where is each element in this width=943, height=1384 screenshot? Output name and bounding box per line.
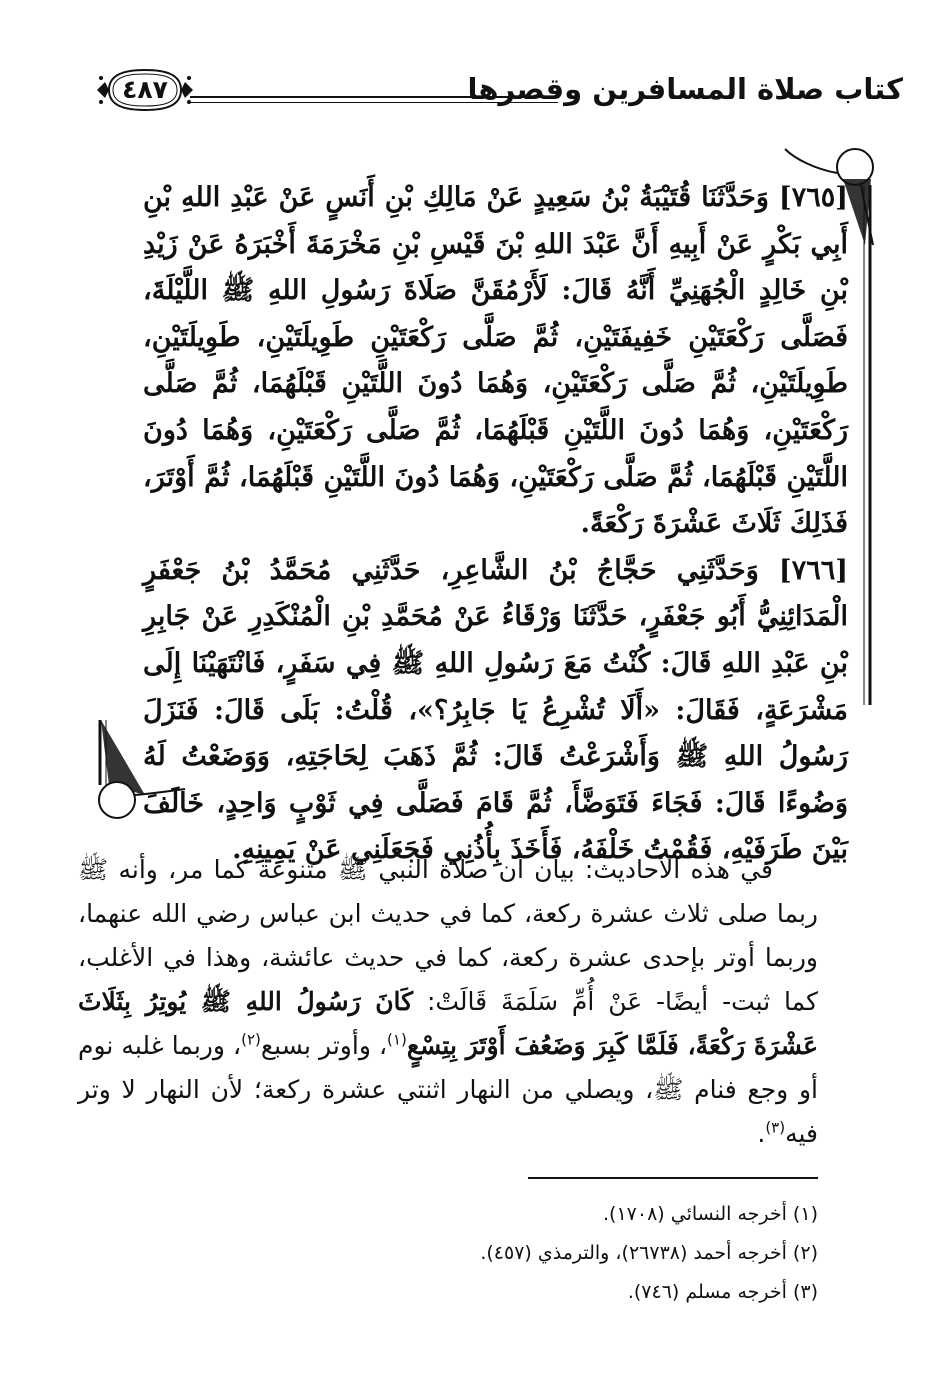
footnote-2: (٢) أخرجه أحمد (٢٦٧٣٨)، والترمذي (٤٥٧). <box>480 1242 818 1264</box>
footnote-ref-1[interactable]: (١) <box>387 1030 407 1049</box>
header-rule-thin <box>190 102 558 103</box>
commentary <box>78 848 818 1156</box>
commentary-text-2: ، وأوتر بسبع <box>260 1031 388 1060</box>
footnotes <box>78 1195 818 1312</box>
hadith-box <box>95 145 875 866</box>
footnote-divider <box>528 1177 818 1179</box>
page-number-ornament <box>95 64 195 116</box>
hadith-text <box>143 175 848 874</box>
footnote-3: (٣) أخرجه مسلم (٧٤٦). <box>627 1281 818 1303</box>
hadith-766: [٧٦٦] وَحَدَّثَنِي حَجَّاجُ بْنُ الشَّاعِرِ، حَدَّثَنِي مُحَمَّدُ بْنُ جَعْفَرٍ الْمَدَائِنِيُّ أَبُو جَعْفَرٍ، حَدَّثَنَا وَرْقَاءُ عَنْ مُحَمَّدِ بْنِ الْمُنْكَدِرِ عَنْ جَابِرِ بْنِ عَبْدِ اللهِ قَالَ: كُنْتُ مَعَ رَسُولِ اللهِ ﷺ فِي سَفَرٍ، فَانْتَهَيْنَا إِلَى مَشْرَعَةٍ، فَقَالَ: «أَلَا تُشْرِعُ يَا جَابِرُ؟»، قُلْتُ: بَلَى قَالَ: فَنَزَلَ رَسُولُ اللهِ ﷺ وَأَشْرَعْتُ قَالَ: ثُمَّ ذَهَبَ لِحَاجَتِهِ، وَوَضَعْتُ لَهُ وَضُوءًا قَالَ: فَجَاءَ فَتَوَضَّأَ، ثُمَّ قَامَ فَصَلَّى فِي ثَوْبٍ وَاحِدٍ، خَالَفَ بَيْنَ طَرَفَيْهِ، فَقُمْتُ خَلْفَهُ، فَأَخَذَ بِأُذُنِي فَجَعَلَنِي عَنْ يَمِينِهِ. <box>143 554 848 866</box>
page-number: ٤٨٧ <box>122 75 168 104</box>
commentary-text-4: . <box>757 1119 766 1148</box>
footnote-1: (١) أخرجه النسائي (١٧٠٨). <box>603 1203 818 1225</box>
umm-salamah-quote: كَانَ رَسُولُ اللهِ ﷺ يُوتِرُ بِثَلَاثَ عَشْرَةَ رَكْعَةً، فَلَمَّا كَبِرَ وَضَعُفَ أَوْتَرَ بِتِسْعٍ <box>78 987 819 1060</box>
page-header <box>95 62 903 122</box>
footnote-ref-2[interactable]: (٢) <box>241 1030 261 1049</box>
header-rule <box>190 96 558 98</box>
commentary-text-1: في هذه الأحاديث: بيان أن صلاة النبي ﷺ متنوعة كما مر، وأنه ﷺ ربما صلى ثلاث عشرة ركعة، كما في حديث ابن عباس رضي الله عنهما، وربما أوتر بإحدى عشرة ركعة، كما في حديث عائشة، وهذا في الأغلب، كما ثبت- أيضًا- عَنْ أُمِّ سَلَمَةَ قَالَتْ: <box>78 855 818 1016</box>
commentary-text-3: ، وربما غلبه نوم أو وجع فنام ﷺ، ويصلي من النهار اثنتي عشرة ركعة؛ لأن النهار لا وتر فيه <box>78 1031 818 1148</box>
book-title: كتاب صلاة المسافرين وقصرها <box>467 72 903 106</box>
commentary-paragraph <box>78 848 818 1156</box>
footnote-ref-3[interactable]: (٣) <box>765 1118 786 1137</box>
hadith-765: [٧٦٥] وَحَدَّثَنَا قُتَيْبَةُ بْنُ سَعِيدٍ عَنْ مَالِكِ بْنِ أَنَسٍ عَنْ عَبْدِ اللهِ بْنِ أَبِي بَكْرٍ عَنْ أَبِيهِ أَنَّ عَبْدَ اللهِ بْنَ قَيْسِ بْنِ مَخْرَمَةَ أَخْبَرَهُ عَنْ زَيْدِ بْنِ خَالِدٍ الْجُهَنِيِّ أَنَّهُ قَالَ: لَأَرْمُقَنَّ صَلَاةَ رَسُولِ اللهِ ﷺ اللَّيْلَةَ، فَصَلَّى رَكْعَتَيْنِ خَفِيفَتَيْنِ، ثُمَّ صَلَّى رَكْعَتَيْنِ طَوِيلَتَيْنِ، طَوِيلَتَيْنِ، طَوِيلَتَيْنِ، ثُمَّ صَلَّى رَكْعَتَيْنِ، وَهُمَا دُونَ اللَّتَيْنِ قَبْلَهُمَا، ثُمَّ صَلَّى رَكْعَتَيْنِ، وَهُمَا دُونَ اللَّتَيْنِ قَبْلَهُمَا، ثُمَّ صَلَّى رَكْعَتَيْنِ، وَهُمَا دُونَ اللَّتَيْنِ قَبْلَهُمَا، ثُمَّ صَلَّى رَكْعَتَيْنِ، وَهُمَا دُونَ اللَّتَيْنِ قَبْلَهُمَا، ثُمَّ أَوْتَرَ، فَذَلِكَ ثَلَاثَ عَشْرَةَ رَكْعَةً. <box>143 182 848 540</box>
